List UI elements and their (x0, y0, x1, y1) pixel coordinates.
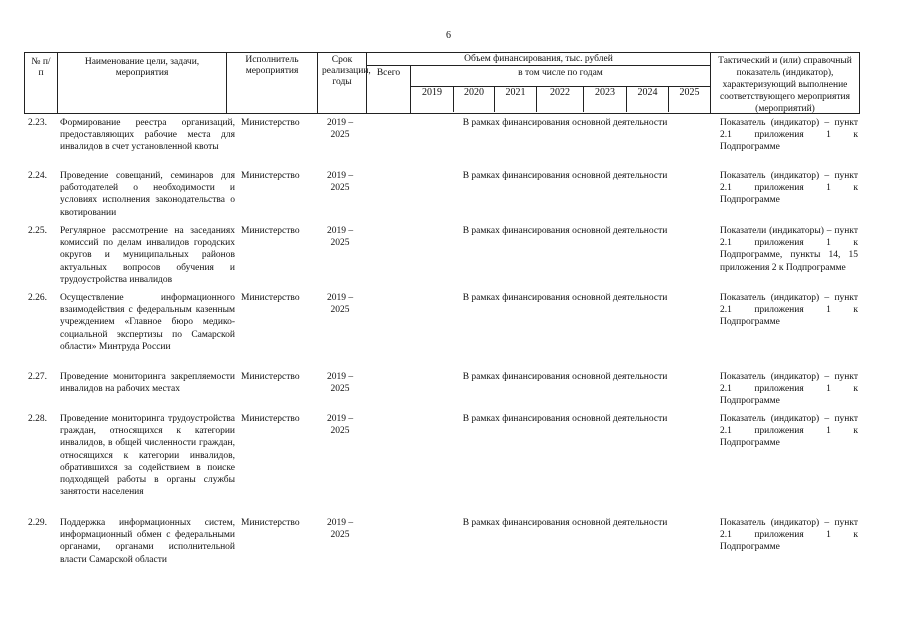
row-name: Проведение мониторинга трудоустройства граждан, относящихся к категории инвалидов, в общей численности граждан, относящихся к категории инвалидов, обратившихся за содействием в поиске подходящей работы в органы службы занятости населения (60, 414, 235, 498)
row-executor: Министерство (241, 293, 300, 303)
row-indicator: Показатель (индикатор) – пункт 2.1 приложения 1 к Подпрограмме (720, 518, 858, 553)
row-term: 2019 – 2025 (326, 171, 354, 194)
row-number: 2.29. (28, 518, 47, 528)
header-name: Наименование цели, задачи, мероприятия (57, 52, 227, 114)
year-2019: 2019 (411, 86, 454, 112)
row-number: 2.24. (28, 171, 47, 181)
header-executor: Исполнитель мероприятия (226, 52, 318, 114)
row-indicator: Показатель (индикатор) – пункт 2.1 приложения 1 к Подпрограмме (720, 293, 858, 328)
row-funding: В рамках финансирования основной деятельности (462, 518, 668, 528)
year-2020: 2020 (454, 86, 495, 112)
row-term: 2019 – 2025 (326, 226, 354, 249)
header-total: Всего (366, 65, 411, 114)
row-number: 2.26. (28, 293, 47, 303)
year-2024: 2024 (627, 86, 669, 112)
row-executor: Министерство (241, 372, 300, 382)
row-funding: В рамках финансирования основной деятельности (462, 171, 668, 181)
row-executor: Министерство (241, 171, 300, 181)
row-funding: В рамках финансирования основной деятельности (462, 414, 668, 424)
row-indicator: Показатель (индикатор) – пункт 2.1 приложения 1 к Подпрограмме (720, 372, 858, 407)
row-term: 2019 – 2025 (326, 293, 354, 316)
header-indicator: Тактический и (или) справочный показатель (индикатор), характеризующий выполнение соответствующего мероприятия (мероприятий) (710, 52, 860, 114)
row-executor: Министерство (241, 118, 300, 128)
row-number: 2.28. (28, 414, 47, 424)
page-number: 6 (446, 30, 451, 41)
year-2025: 2025 (679, 87, 700, 98)
header-funding: Объем финансирования, тыс. рублей (366, 52, 711, 66)
row-name: Осуществление информационного взаимодействия с федеральным казенным учреждением «Главное бюро медико-социальной экспертизы по Самарской области» Минтруда России (60, 293, 235, 352)
row-term: 2019 – 2025 (326, 372, 354, 395)
row-indicator: Показатель (индикатор) – пункт 2.1 приложения 1 к Подпрограмме (720, 171, 858, 206)
row-funding: В рамках финансирования основной деятельности (462, 372, 668, 382)
row-indicator: Показатель (индикатор) – пункт 2.1 приложения 1 к Подпрограмме (720, 414, 858, 449)
row-executor: Министерство (241, 414, 300, 424)
row-name: Поддержка информационных систем, информационный обмен с федеральными органами, органами исполнительной власти Самарской области (60, 518, 235, 565)
year-2023: 2023 (584, 86, 627, 112)
year-2022: 2022 (537, 86, 584, 112)
row-term: 2019 – 2025 (326, 414, 354, 437)
row-name: Формирование реестра организаций, предоставляющих рабочие места для инвалидов в счет установленной квоты (60, 118, 235, 153)
row-indicator: Показатели (индикаторы) – пункт 2.1 приложения 1 к Подпрограмме, пункты 14, 15 приложения 2 к Подпрограмме (720, 226, 858, 273)
header-term: Срок реализации, годы (317, 52, 367, 114)
row-executor: Министерство (241, 226, 300, 236)
row-funding: В рамках финансирования основной деятельности (462, 293, 668, 303)
row-indicator: Показатель (индикатор) – пункт 2.1 приложения 1 к Подпрограмме (720, 118, 858, 153)
row-funding: В рамках финансирования основной деятельности (462, 118, 668, 128)
row-name: Проведение совещаний, семинаров для работодателей о необходимости и условиях исполнения законодательства о квотировании (60, 171, 235, 218)
row-name: Регулярное рассмотрение на заседаниях комиссий по делам инвалидов городских округов и муниципальных районов актуальных вопросов обучения и трудоустройства инвалидов (60, 226, 235, 285)
row-number: 2.23. (28, 118, 47, 128)
row-term: 2019 – 2025 (326, 118, 354, 141)
row-number: 2.25. (28, 226, 47, 236)
row-funding: В рамках финансирования основной деятельности (462, 226, 668, 236)
header-by-years: в том числе по годам (410, 65, 711, 87)
row-number: 2.27. (28, 372, 47, 382)
row-term: 2019 – 2025 (326, 518, 354, 541)
row-name: Проведение мониторинга закрепляемости инвалидов на рабочих местах (60, 372, 235, 395)
header-num: № п/п (24, 52, 58, 114)
row-executor: Министерство (241, 518, 300, 528)
year-2021: 2021 (495, 86, 537, 112)
